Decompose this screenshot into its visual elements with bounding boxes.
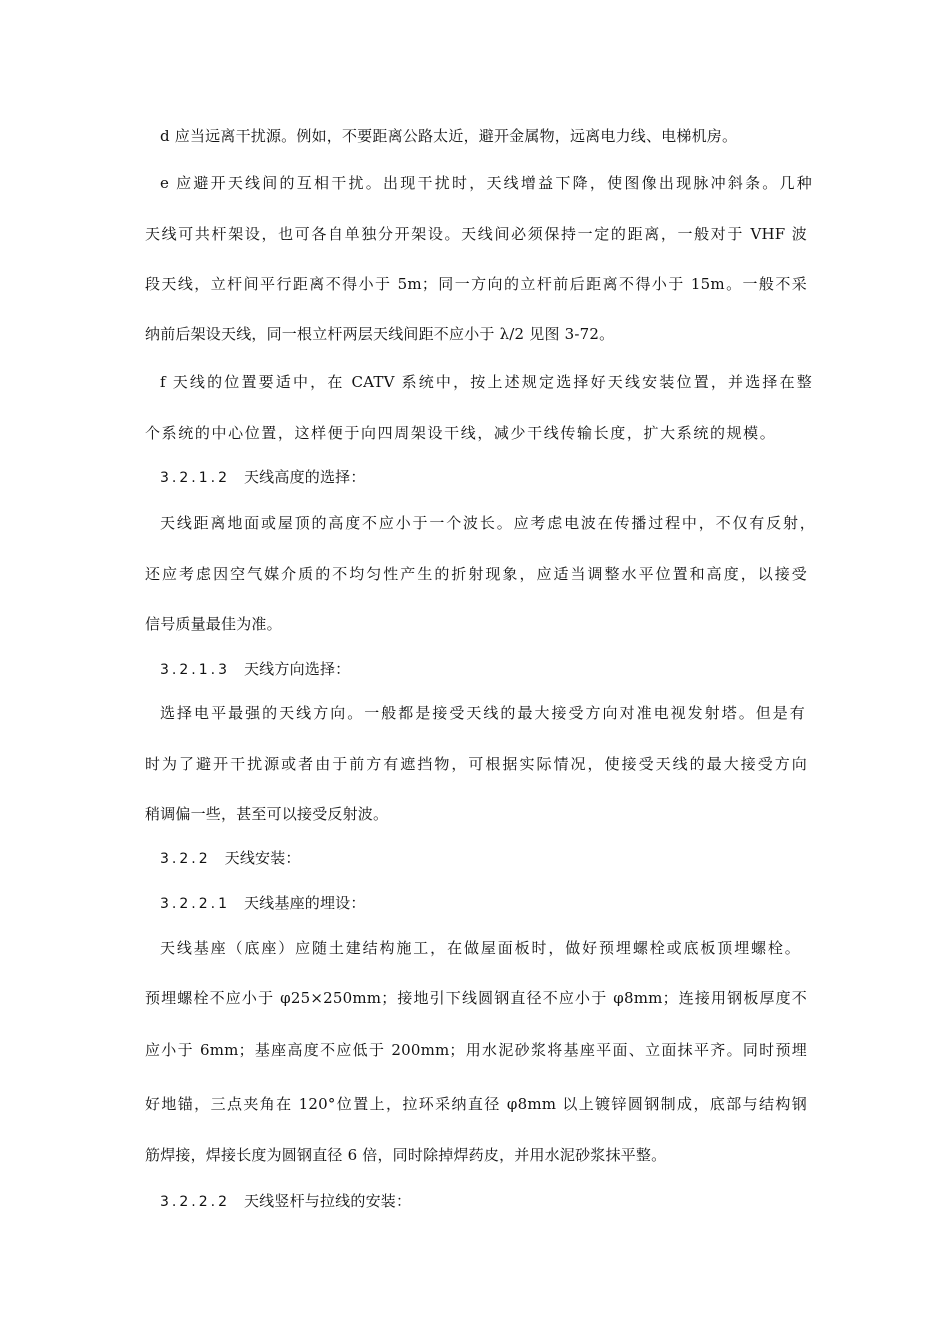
paragraph-line: d 应当远离干扰源。例如，不要距离公路太近，避开金属物，远离电力线、电梯机房。 <box>160 127 738 145</box>
paragraph-line: 段天线，立杆间平行距离不得小于 5m；同一方向的立杆前后距离不得小于 15m。一般不采 <box>145 275 807 293</box>
section-heading <box>160 467 830 488</box>
paragraph-line: 筋焊接，焊接长度为圆钢直径 6 倍，同时除掉焊药皮，并用水泥砂浆抹平整。 <box>145 1146 667 1164</box>
paragraph-line: 个系统的中心位置，这样便于向四周架设干线，减少干线传输长度，扩大系统的规模。 <box>145 424 775 442</box>
section-title: 天线基座的埋设： <box>243 894 366 912</box>
section-number: 3.2.1.2 <box>160 470 230 486</box>
paragraph-line: 预埋螺栓不应小于 φ25×250mm；接地引下线圆钢直径不应小于 φ8mm；连接用钢板厚度不 <box>145 989 807 1007</box>
paragraph-line: 稍调偏一些，甚至可以接受反射波。 <box>145 805 389 823</box>
section-number: 3.2.1.3 <box>160 662 230 678</box>
paragraph-line: 选择电平最强的天线方向。一般都是接受天线的最大接受方向对准电视发射塔。但是有 <box>160 704 805 722</box>
section-heading <box>160 659 830 680</box>
section-number: 3.2.2 <box>160 851 211 867</box>
section-title: 天线安装： <box>224 849 301 867</box>
paragraph-line: 时为了避开干扰源或者由于前方有遮挡物，可根据实际情况，使接受天线的最大接受方向 <box>145 755 807 773</box>
section-number: 3.2.2.1 <box>160 896 230 912</box>
paragraph-line: 好地锚，三点夹角在 120°位置上，拉环采纳直径 φ8mm 以上镀锌圆钢制成，底部与结构钢 <box>145 1095 807 1113</box>
paragraph-line: 天线可共杆架设，也可各自单独分开架设。天线间必须保持一定的距离，一般对于 VHF 波 <box>145 225 807 243</box>
paragraph-line: 纳前后架设天线，同一根立杆两层天线间距不应小于 λ/2 见图 3-72。 <box>145 325 615 343</box>
section-title: 天线高度的选择： <box>243 468 366 486</box>
paragraph-line: 天线基座（底座）应随土建结构施工，在做屋面板时，做好预埋螺栓或底板顶埋螺栓。 <box>160 939 800 957</box>
paragraph-line: 应小于 6mm；基座高度不应低于 200mm；用水泥砂浆将基座平面、立面抹平齐。同时预埋 <box>145 1041 807 1059</box>
section-heading <box>160 1191 830 1212</box>
section-title: 天线竖杆与拉线的安装： <box>243 1192 412 1210</box>
section-title: 天线方向选择： <box>243 660 351 678</box>
paragraph-line: 还应考虑因空气媒介质的不均匀性产生的折射现象，应适当调整水平位置和高度，以接受 <box>145 565 807 583</box>
paragraph-line: 信号质量最佳为准。 <box>145 615 282 633</box>
section-heading <box>160 893 830 914</box>
section-heading <box>160 848 830 869</box>
paragraph-line: f 天线的位置要适中，在 CATV 系统中，按上述规定选择好天线安装位置，并选择在整 <box>160 373 812 391</box>
paragraph-line: 天线距离地面或屋顶的高度不应小于一个波长。应考虑电波在传播过程中，不仅有反射， <box>160 514 815 532</box>
paragraph-line: e 应避开天线间的互相干扰。出现干扰时，天线增益下降，使图像出现脉冲斜条。几种 <box>160 174 812 192</box>
section-number: 3.2.2.2 <box>160 1194 230 1210</box>
